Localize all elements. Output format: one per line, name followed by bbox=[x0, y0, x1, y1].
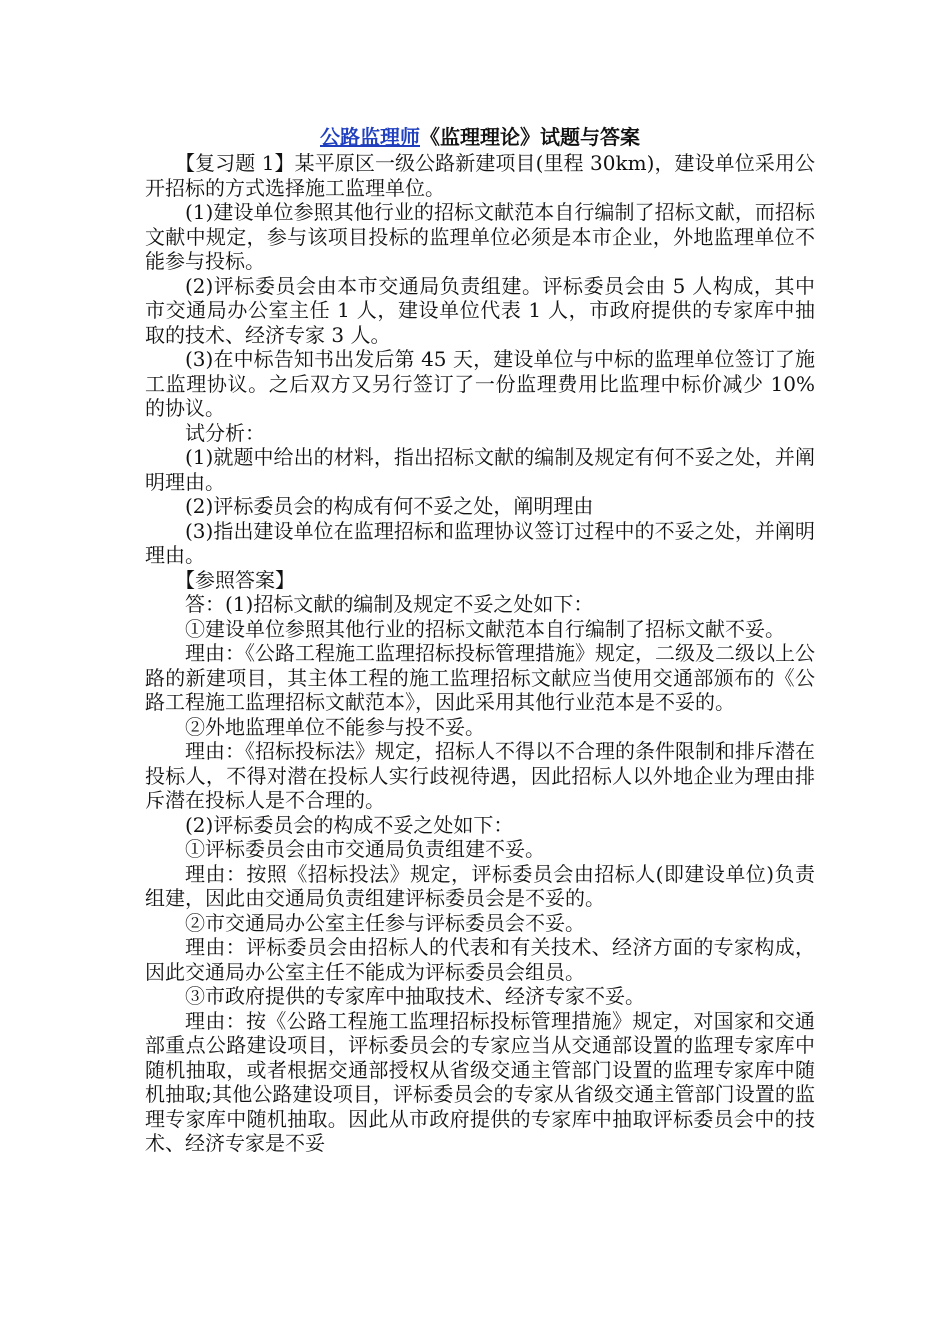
paragraph-answer-heading: 【参照答案】 bbox=[175, 567, 295, 592]
paragraph: ③市政府提供的专家库中抽取技术、经济专家不妥。 bbox=[185, 984, 645, 1008]
paragraph: 理由：《公路工程施工监理招标投标管理措施》规定，二级及二级以上公路的新建项目，其主体工程的施工监理招标文献应当使用交通部颁布的《公路工程施工监理招标文献范本》，因此采用其他行业范本是不妥的。 bbox=[145, 641, 815, 714]
paragraph: ①评标委员会由市交通局负责组建不妥。 bbox=[185, 837, 545, 861]
paragraph: (1)建设单位参照其他行业的招标文献范本自行编制了招标文献，而招标文献中规定，参与该项目投标的监理单位必须是本市企业，外地监理单位不能参与投标。 bbox=[145, 200, 815, 273]
paragraph: 理由：按《公路工程施工监理招标投标管理措施》规定，对国家和交通部重点公路建设项目，评标委员会的专家应当从交通部设置的监理专家库中随机抽取，或者根据交通部授权从省级交通主管部门设置的监理专家库中随机抽取;其他公路建设项目，评标委员会的专家从省级交通主管部门设置的监理专家库中随机抽取。因此从市政府提供的专家库中抽取评标委员会中的技术、经济专家是不妥 bbox=[145, 1008, 815, 1155]
paragraph: 理由：按照《招标投法》规定，评标委员会由招标人(即建设单位)负责组建，因此由交通局负责组建评标委员会是不妥的。 bbox=[145, 861, 815, 910]
document-title bbox=[145, 124, 815, 150]
paragraph: (2)评标委员会的构成不妥之处如下： bbox=[185, 812, 514, 837]
paragraph: (1)就题中给出的材料，指出招标文献的编制及规定有何不妥之处，并阐明理由。 bbox=[145, 445, 815, 494]
paragraph-question-intro: 【复习题 1】某平原区一级公路新建项目(里程 30km)，建设单位采用公开招标的方式选择施工监理单位。 bbox=[145, 151, 815, 200]
title-text: 《监理理论》试题与答案 bbox=[420, 125, 640, 149]
paragraph: ②市交通局办公室主任参与评标委员会不妥。 bbox=[185, 910, 585, 935]
paragraph: 答：(1)招标文献的编制及规定不妥之处如下： bbox=[185, 592, 594, 616]
paragraph: (2)评标委员会由本市交通局负责组建。评标委员会由 5 人构成，其中市交通局办公室主任 1 人，建设单位代表 1 人，市政府提供的专家库中抽取的技术、经济专家 3 人。 bbox=[145, 273, 815, 347]
paragraph: 理由：评标委员会由招标人的代表和有关技术、经济方面的专家构成，因此交通局办公室主任不能成为评标委员会组员。 bbox=[145, 935, 815, 984]
paragraph: (2)评标委员会的构成有何不妥之处，阐明理由 bbox=[185, 494, 594, 518]
paragraph: 理由：《招标投标法》规定，招标人不得以不合理的条件限制和排斥潜在投标人，不得对潜在投标人实行歧视待遇，因此招标人以外地企业为理由排斥潜在投标人是不合理的。 bbox=[145, 739, 815, 812]
title-link[interactable]: 公路监理师 bbox=[320, 125, 420, 149]
paragraph: (3)在中标告知书出发后第 45 天，建设单位与中标的监理单位签订了施工监理协议。之后双方又另行签订了一份监理费用比监理中标价减少 10%的协议。 bbox=[145, 347, 815, 420]
document-page bbox=[145, 124, 815, 1156]
paragraph: (3)指出建设单位在监理招标和监理协议签订过程中的不妥之处，并阐明理由。 bbox=[145, 518, 815, 567]
paragraph: 试分析： bbox=[185, 420, 265, 445]
paragraph: ①建设单位参照其他行业的招标文献范本自行编制了招标文献不妥。 bbox=[185, 616, 785, 641]
paragraph: ②外地监理单位不能参与投不妥。 bbox=[185, 714, 485, 739]
